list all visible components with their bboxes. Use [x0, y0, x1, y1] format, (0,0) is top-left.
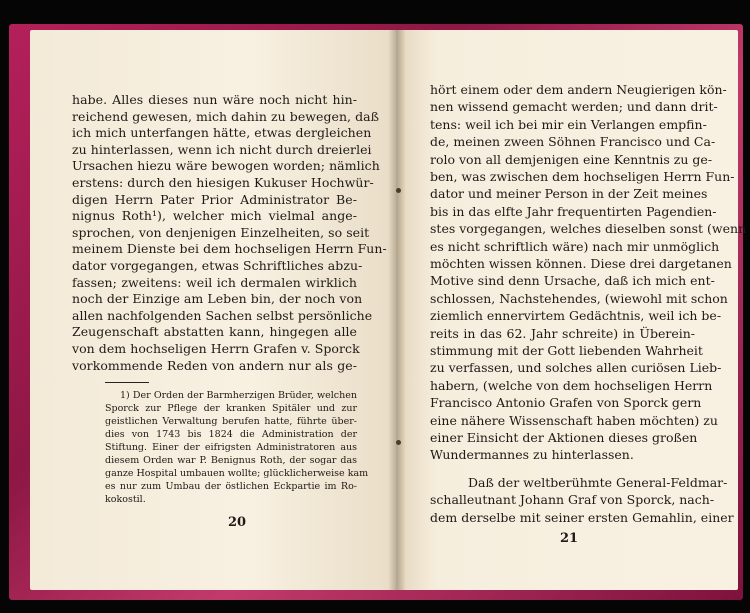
text-line: ben, was zwischen dem hochseligen Herrn Fun-	[430, 169, 735, 184]
text-line: rolo von all demjenigen eine Kenntnis zu ge-	[430, 151, 713, 167]
footnote-line: kokostil.	[105, 494, 146, 506]
text-line: sprochen, von denjenigen Einzelheiten, so seit	[72, 224, 370, 240]
footnote-line: Stiftung. Einer der eifrigsten Administratoren aus	[105, 442, 357, 454]
footnote-rule	[105, 382, 149, 383]
text-line: erstens: durch den hiesigen Kukuser Hochwür-	[72, 175, 374, 190]
text-line: es nicht schriftlich wäre) nach mir unmöglich	[430, 238, 720, 254]
text-line: reits in das 62. Jahr schreite) in Überein-	[430, 325, 695, 341]
footnote-line: Sporck zur Pflege der kranken Spitäler und zur	[105, 403, 357, 415]
text-line: schalleutnant Johann Graf von Sporck, nach-	[430, 492, 715, 508]
text-line: Daß der weltberühmte General-Feldmar-	[468, 474, 728, 490]
text-line: digen Herrn Pater Prior Administrator Be-	[72, 191, 357, 207]
text-line: vorkommende Reden von andern nur als ge-	[72, 357, 357, 373]
text-line: noch der Einzige am Leben bin, der noch von	[72, 291, 363, 307]
text-line: reichend gewesen, mich dahin zu bewegen, daß	[72, 108, 380, 124]
page-number-left: 20	[228, 515, 247, 531]
text-line: dator vorgegangen, etwas Schriftliches abzu-	[72, 258, 363, 273]
footnote-line: ganze Hospital umbauen wollte; glücklicherweise kam	[105, 468, 369, 480]
text-line: de, meinen zween Söhnen Francisco und Ca-	[430, 134, 716, 150]
footnote-line: dies von 1743 bis 1824 die Administration der	[105, 429, 357, 441]
text-line: dem derselbe mit seiner ersten Gemahlin, einer	[430, 509, 734, 525]
footnote-line: geistlichen Verwaltung berufen hatte, führte über-	[105, 416, 357, 428]
text-line: Ursachen hiezu wäre bewogen worden; nämlich	[72, 158, 380, 174]
text-line: eine nähere Wissenschaft haben möchten) zu	[430, 412, 718, 428]
footnote-line: es nur zum Umbau der östlichen Eckpartie im Ro-	[105, 481, 357, 493]
text-line: Wundermannes zu hinterlassen.	[430, 447, 634, 463]
text-line: von dem hochseligen Herrn Grafen v. Sporck	[72, 341, 360, 356]
binding-stitch	[396, 188, 401, 193]
text-line: möchten wissen können. Diese drei dargetanen	[430, 256, 732, 271]
text-line: nignus Roth¹), welcher mich vielmal ange-	[72, 208, 357, 224]
text-line: ich mich unterfangen hätte, etwas dergleichen	[72, 125, 372, 141]
text-line: Francisco Antonio Grafen von Sporck gern	[430, 395, 702, 411]
text-line: zu hinterlassen, wenn ich nicht durch dreierlei	[72, 141, 372, 157]
text-line: hört einem oder dem andern Neugierigen kön-	[430, 82, 727, 97]
text-line: einer Einsicht der Aktionen dieses großen	[430, 430, 698, 445]
text-line: meinem Dienste bei dem hochseligen Herrn Fun-	[72, 241, 387, 257]
text-line: ziemlich ennervirtem Gedächtnis, weil ich be-	[430, 308, 722, 324]
text-line: nen wissend gemacht werden; und dann drit-	[430, 99, 718, 115]
text-line: allen nachfolgenden Sachen selbst persönliche	[72, 307, 373, 323]
text-line: schlossen, Nachstehendes, (wiewohl mit schon	[430, 290, 728, 306]
text-line: zu verfassen, und solches allen curiösen Lieb-	[430, 360, 722, 376]
text-line: Zeugenschaft abstatten kann, hingegen alle	[72, 324, 357, 340]
text-line: bis in das elfte Jahr frequentirten Pagendien-	[430, 203, 717, 219]
binding-stitch	[396, 440, 401, 445]
text-line: stes vorgegangen, welches dieselben sonst (wenn	[430, 221, 747, 237]
text-line: habe. Alles dieses nun wäre noch nicht hin-	[72, 92, 357, 107]
text-line: fassen; zweitens: weil ich dermalen wirklich	[72, 274, 357, 290]
text-line: tens: weil ich bei mir ein Verlangen empfin-	[430, 116, 707, 132]
footnote-line: diesem Orden war P. Benignus Roth, der sogar das	[105, 455, 357, 467]
text-line: dator und meiner Person in der Zeit meines	[430, 186, 708, 202]
page-number-right: 21	[560, 531, 579, 546]
text-line: stimmung mit der Gott liebenden Wahrheit	[430, 343, 703, 358]
text-line: habern, (welche von dem hochseligen Herrn	[430, 377, 713, 393]
text-line: Motive sind denn Ursache, daß ich mich ent-	[430, 273, 715, 289]
footnote-line: 1) Der Orden der Barmherzigen Brüder, welchen	[120, 390, 357, 402]
